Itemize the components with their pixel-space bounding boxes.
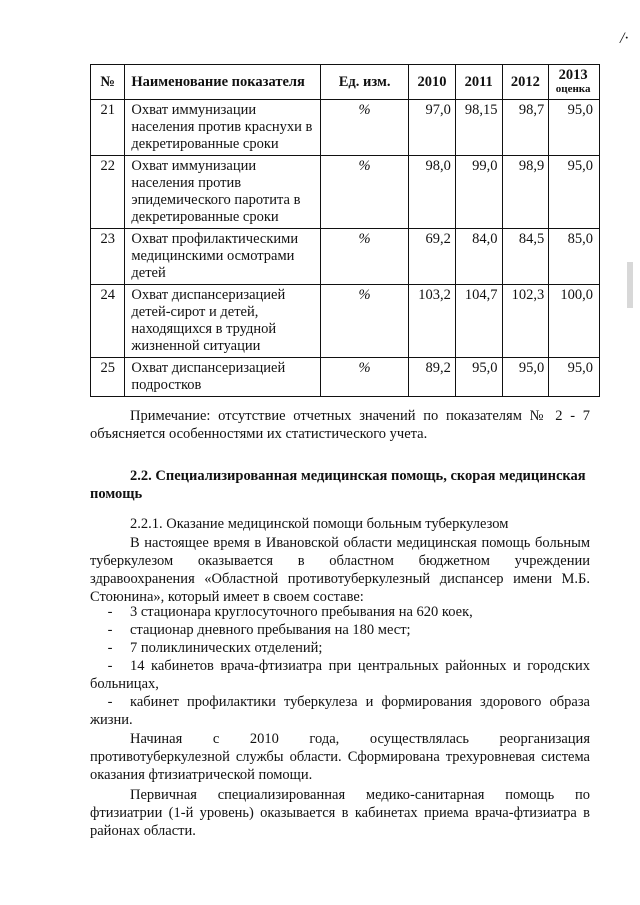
subsection-heading: 2.2.1. Оказание медицинской помощи больным туберкулезом xyxy=(130,516,509,532)
header-2013 xyxy=(549,65,600,100)
paragraph-reorganization: Начиная с 2010 года, осуществлялась реорганизация противотуберкулезной службы области. Сформирована трехуровневая система оказания фтизиатрической помощи. xyxy=(90,731,590,783)
row-name: Охват диспансеризацией подростков xyxy=(125,358,321,397)
dash: - xyxy=(107,622,113,638)
list-item xyxy=(90,603,590,621)
header-unit: Ед. изм. xyxy=(321,65,409,100)
list-item xyxy=(90,693,590,729)
table-row xyxy=(91,358,600,397)
row-2012: 84,5 xyxy=(502,229,549,285)
row-2012: 98,9 xyxy=(502,156,549,229)
header-2011: 2011 xyxy=(455,65,502,100)
paragraph-intro: В настоящее время в Ивановской области медицинская помощь больным туберкулезом оказывается в областном бюджетном учреждении здравоохранения «Областной противотуберкулезный диспансер имени М.Б. Стоюнина», который имеет в своем составе: xyxy=(90,535,590,605)
header-2012: 2012 xyxy=(502,65,549,100)
page-mark: /· xyxy=(620,30,629,47)
row-2013: 95,0 xyxy=(549,358,600,397)
row-unit: % xyxy=(321,100,409,156)
table-header-row xyxy=(91,65,600,100)
section-heading: 2.2. Специализированная медицинская помощь, скорая медицинская помощь xyxy=(90,468,586,502)
row-2011: 98,15 xyxy=(455,100,502,156)
header-2013-year: 2013 xyxy=(558,67,588,83)
row-2012: 98,7 xyxy=(502,100,549,156)
facilities-list xyxy=(90,603,590,729)
list-item-text: 14 кабинетов врача-фтизиатра при центральных районных и городских больницах, xyxy=(90,658,590,692)
row-2012: 95,0 xyxy=(502,358,549,397)
row-2013: 85,0 xyxy=(549,229,600,285)
row-2011: 95,0 xyxy=(455,358,502,397)
row-name: Охват профилактическими медицинскими осмотрами детей xyxy=(125,229,321,285)
dash: - xyxy=(107,604,113,620)
row-2012: 102,3 xyxy=(502,285,549,358)
list-item-text: 3 стационара круглосуточного пребывания на 620 коек, xyxy=(130,604,473,620)
list-item xyxy=(90,657,590,693)
row-num: 22 xyxy=(91,156,125,229)
scan-speck xyxy=(627,262,633,308)
header-2013-sub: оценка xyxy=(555,83,591,95)
list-item-text: 7 поликлинических отделений; xyxy=(130,640,323,656)
header-name: Наименование показателя xyxy=(125,65,321,100)
table-row xyxy=(91,156,600,229)
header-num: № xyxy=(91,65,125,100)
row-2010: 103,2 xyxy=(409,285,456,358)
table-note: Примечание: отсутствие отчетных значений по показателям № 2 - 7 объясняется особенностями их статистического учета. xyxy=(90,408,590,442)
dash: - xyxy=(107,694,113,710)
row-2010: 98,0 xyxy=(409,156,456,229)
row-2011: 84,0 xyxy=(455,229,502,285)
row-unit: % xyxy=(321,156,409,229)
list-item xyxy=(90,639,590,657)
dash: - xyxy=(107,640,113,656)
table-row xyxy=(91,285,600,358)
indicators-table xyxy=(90,64,600,397)
row-2010: 69,2 xyxy=(409,229,456,285)
row-2011: 99,0 xyxy=(455,156,502,229)
list-item-text: кабинет профилактики туберкулеза и формирования здорового образа жизни. xyxy=(90,694,590,728)
row-num: 23 xyxy=(91,229,125,285)
row-name: Охват диспансеризацией детей-сирот и детей, находящихся в трудной жизненной ситуации xyxy=(125,285,321,358)
row-unit: % xyxy=(321,229,409,285)
row-name: Охват иммунизации населения против эпидемического паротита в декретированные сроки xyxy=(125,156,321,229)
row-2011: 104,7 xyxy=(455,285,502,358)
list-item-text: стационар дневного пребывания на 180 мест; xyxy=(130,622,411,638)
paragraph-primary-care: Первичная специализированная медико-санитарная помощь по фтизиатрии (1-й уровень) оказывается в кабинетах приема врача-фтизиатра в районах области. xyxy=(90,787,590,839)
row-2013: 95,0 xyxy=(549,156,600,229)
row-2013: 100,0 xyxy=(549,285,600,358)
row-unit: % xyxy=(321,358,409,397)
table-row xyxy=(91,100,600,156)
row-num: 25 xyxy=(91,358,125,397)
row-num: 21 xyxy=(91,100,125,156)
row-2010: 89,2 xyxy=(409,358,456,397)
list-item xyxy=(90,621,590,639)
dash: - xyxy=(107,658,113,674)
row-2013: 95,0 xyxy=(549,100,600,156)
row-unit: % xyxy=(321,285,409,358)
row-name: Охват иммунизации населения против краснухи в декретированные сроки xyxy=(125,100,321,156)
row-num: 24 xyxy=(91,285,125,358)
header-2010: 2010 xyxy=(409,65,456,100)
row-2010: 97,0 xyxy=(409,100,456,156)
table-row xyxy=(91,229,600,285)
